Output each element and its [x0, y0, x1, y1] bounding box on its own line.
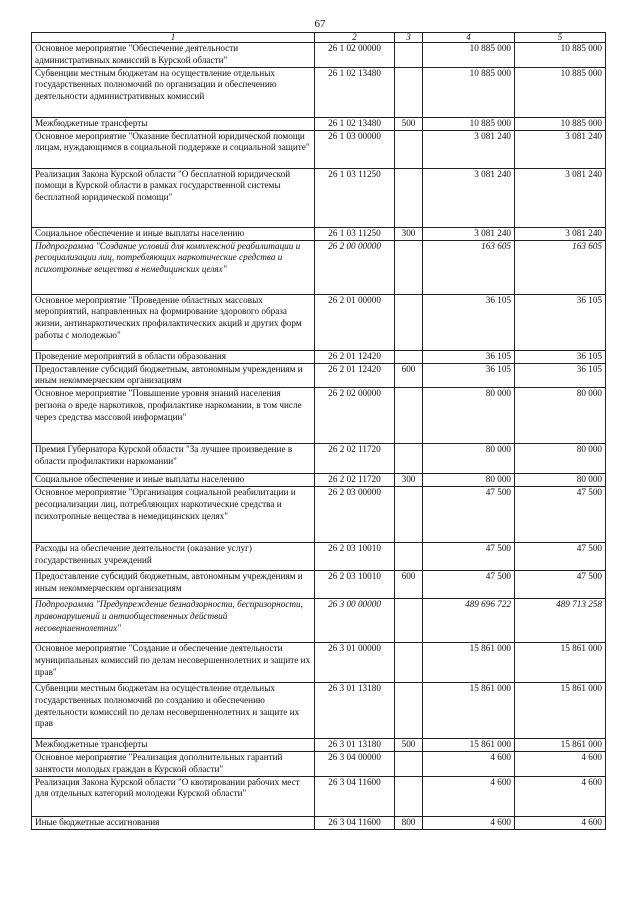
row-code-cell: 26 1 02 00000: [315, 43, 395, 68]
row-sum-2022-cell: 47 500: [515, 571, 606, 599]
row-expense-type-cell: 600: [395, 363, 423, 388]
row-sum-2021-cell: 4 600: [423, 752, 515, 777]
table-row: [32, 444, 606, 474]
row-code-cell: 26 3 00 00000: [315, 599, 395, 643]
row-code-cell: 26 1 03 11250: [315, 227, 395, 240]
row-sum-2021-cell: 10 885 000: [423, 67, 515, 117]
column-header-5: 5: [515, 33, 606, 43]
row-sum-2022-cell: 15 861 000: [515, 683, 606, 739]
row-expense-type-cell: [395, 487, 423, 543]
row-expense-type-cell: 500: [395, 117, 423, 130]
row-sum-2022-cell: 47 500: [515, 543, 606, 571]
table-row: [32, 739, 606, 752]
row-sum-2022-cell: 4 600: [515, 776, 606, 816]
row-sum-2021-cell: 47 500: [423, 487, 515, 543]
row-name-cell: Субвенции местным бюджетам на осуществление отдельных государственных полномочий по организации и обеспечению деятельности административных комиссий: [32, 67, 315, 117]
row-name-cell: Основное мероприятие "Оказание бесплатной юридической помощи лицам, нуждающимся в социальной поддержке и социальной защите": [32, 130, 315, 168]
row-sum-2022-cell: 47 500: [515, 487, 606, 543]
row-sum-2021-cell: 4 600: [423, 776, 515, 816]
row-sum-2021-cell: 10 885 000: [423, 117, 515, 130]
row-expense-type-cell: 300: [395, 227, 423, 240]
row-sum-2022-cell: 15 861 000: [515, 643, 606, 683]
row-expense-type-cell: [395, 240, 423, 294]
row-name-cell: Субвенции местным бюджетам на осуществление отдельных государственных полномочий по созданию и обеспечению деятельности комиссий по делам несовершеннолетних и защите их прав: [32, 683, 315, 739]
row-code-cell: 26 2 01 12420: [315, 350, 395, 363]
row-name-cell: Социальное обеспечение и иные выплаты населению: [32, 227, 315, 240]
row-expense-type-cell: [395, 683, 423, 739]
row-expense-type-cell: [395, 599, 423, 643]
row-sum-2022-cell: 10 885 000: [515, 43, 606, 68]
table-row: [32, 168, 606, 227]
column-header-1: 1: [32, 33, 315, 43]
row-sum-2021-cell: 36 105: [423, 294, 515, 350]
row-sum-2021-cell: 36 105: [423, 350, 515, 363]
row-expense-type-cell: [395, 752, 423, 777]
row-code-cell: 26 2 02 00000: [315, 388, 395, 444]
row-code-cell: 26 1 03 11250: [315, 168, 395, 227]
row-name-cell: Проведение мероприятий в области образования: [32, 350, 315, 363]
table-row: [32, 571, 606, 599]
row-name-cell: Предоставление субсидий бюджетным, автономным учреждениям и иным некоммерческим организациям: [32, 363, 315, 388]
row-name-cell: Подпрограмма "Предупреждение безнадзорности, беспризорности, правонарушений и антиобщественных действий несовершеннолетних": [32, 599, 315, 643]
row-code-cell: 26 1 02 13480: [315, 117, 395, 130]
row-sum-2021-cell: 10 885 000: [423, 43, 515, 68]
table-row: [32, 643, 606, 683]
row-code-cell: 26 2 02 11720: [315, 444, 395, 474]
row-code-cell: 26 2 00 00000: [315, 240, 395, 294]
row-code-cell: 26 3 04 00000: [315, 752, 395, 777]
row-sum-2022-cell: 10 885 000: [515, 117, 606, 130]
row-name-cell: Основное мероприятие "Повышение уровня знаний населения региона о вреде наркотиков, профилактике наркомании, в том числе через средства массовой информации": [32, 388, 315, 444]
row-code-cell: 26 3 04 11600: [315, 816, 395, 829]
row-name-cell: Основное мероприятие "Обеспечение деятельности административных комиссий в Курской области": [32, 43, 315, 68]
row-sum-2021-cell: 489 696 722: [423, 599, 515, 643]
table-row: [32, 487, 606, 543]
row-code-cell: 26 2 03 10010: [315, 571, 395, 599]
row-name-cell: Реализация Закона Курской области "О бесплатной юридической помощи в Курской области в рамках государственной системы бесплатной юридической помощи": [32, 168, 315, 227]
row-sum-2022-cell: 36 105: [515, 363, 606, 388]
row-sum-2021-cell: 4 600: [423, 816, 515, 829]
column-header-3: 3: [395, 33, 423, 43]
row-sum-2022-cell: 36 105: [515, 294, 606, 350]
page-number: 67: [314, 18, 326, 30]
row-sum-2021-cell: 80 000: [423, 474, 515, 487]
row-expense-type-cell: 800: [395, 816, 423, 829]
row-name-cell: Социальное обеспечение и иные выплаты населению: [32, 474, 315, 487]
table-row: [32, 752, 606, 777]
row-expense-type-cell: [395, 168, 423, 227]
row-sum-2021-cell: 15 861 000: [423, 739, 515, 752]
row-sum-2022-cell: 3 081 240: [515, 130, 606, 168]
table-row: [32, 363, 606, 388]
row-expense-type-cell: [395, 388, 423, 444]
row-name-cell: Межбюджетные трансферты: [32, 739, 315, 752]
row-expense-type-cell: 500: [395, 739, 423, 752]
row-code-cell: 26 2 03 00000: [315, 487, 395, 543]
table-row: [32, 599, 606, 643]
row-name-cell: Основное мероприятие "Организация социальной реабилитации и ресоциализации лиц, потребляющих наркотические средства и психотропные вещества в немедицинских целях": [32, 487, 315, 543]
row-code-cell: 26 3 01 13180: [315, 739, 395, 752]
row-expense-type-cell: [395, 350, 423, 363]
row-expense-type-cell: [395, 543, 423, 571]
row-code-cell: 26 3 04 11600: [315, 776, 395, 816]
table-row: [32, 67, 606, 117]
row-sum-2021-cell: 47 500: [423, 543, 515, 571]
table-row: [32, 543, 606, 571]
row-sum-2022-cell: 3 081 240: [515, 227, 606, 240]
row-name-cell: Основное мероприятие "Создание и обеспечение деятельности муниципальных комиссий по делам несовершеннолетних и защите их прав": [32, 643, 315, 683]
row-name-cell: Иные бюджетные ассигнования: [32, 816, 315, 829]
row-sum-2021-cell: 80 000: [423, 388, 515, 444]
column-header-4: 4: [423, 33, 515, 43]
row-code-cell: 26 2 02 11720: [315, 474, 395, 487]
row-sum-2021-cell: 15 861 000: [423, 643, 515, 683]
row-sum-2021-cell: 3 081 240: [423, 168, 515, 227]
row-expense-type-cell: [395, 67, 423, 117]
table-row: [32, 130, 606, 168]
row-name-cell: Подпрограмма "Создание условий для комплексной реабилитации и ресоциализации лиц, потребляющих наркотические средства и психотропные вещества в немедицинских целях": [32, 240, 315, 294]
row-code-cell: 26 3 01 00000: [315, 643, 395, 683]
table-body: [32, 43, 606, 830]
table-row: [32, 227, 606, 240]
table-row: [32, 816, 606, 829]
row-sum-2022-cell: 4 600: [515, 816, 606, 829]
row-code-cell: 26 3 01 13180: [315, 683, 395, 739]
table-row: [32, 474, 606, 487]
row-code-cell: 26 1 02 13480: [315, 67, 395, 117]
row-name-cell: Предоставление субсидий бюджетным, автономным учреждениям и иным некоммерческим организациям: [32, 571, 315, 599]
table-row: [32, 117, 606, 130]
row-expense-type-cell: 600: [395, 571, 423, 599]
row-sum-2022-cell: 80 000: [515, 388, 606, 444]
row-expense-type-cell: [395, 294, 423, 350]
table-row: [32, 294, 606, 350]
row-sum-2022-cell: 80 000: [515, 444, 606, 474]
table-row: [32, 43, 606, 68]
row-expense-type-cell: [395, 130, 423, 168]
row-code-cell: 26 2 03 10010: [315, 543, 395, 571]
table-row: [32, 683, 606, 739]
column-header-2: 2: [315, 33, 395, 43]
row-sum-2022-cell: 36 105: [515, 350, 606, 363]
row-expense-type-cell: 300: [395, 474, 423, 487]
row-expense-type-cell: [395, 43, 423, 68]
row-name-cell: Основное мероприятие "Реализация дополнительных гарантий занятости молодых граждан в Курской области": [32, 752, 315, 777]
row-sum-2021-cell: 80 000: [423, 444, 515, 474]
row-code-cell: 26 1 03 00000: [315, 130, 395, 168]
row-sum-2021-cell: 15 861 000: [423, 683, 515, 739]
row-sum-2022-cell: 489 713 258: [515, 599, 606, 643]
row-name-cell: Реализация Закона Курской области "О квотировании рабочих мест для отдельных категорий молодежи Курской области": [32, 776, 315, 816]
column-number-row: [32, 33, 606, 43]
row-name-cell: Расходы на обеспечение деятельности (оказание услуг) государственных учреждений: [32, 543, 315, 571]
table-row: [32, 350, 606, 363]
table-row: [32, 776, 606, 816]
row-sum-2022-cell: 10 885 000: [515, 67, 606, 117]
table-row: [32, 240, 606, 294]
row-sum-2022-cell: 4 600: [515, 752, 606, 777]
row-sum-2022-cell: 3 081 240: [515, 168, 606, 227]
row-sum-2021-cell: 3 081 240: [423, 227, 515, 240]
row-expense-type-cell: [395, 643, 423, 683]
row-sum-2021-cell: 36 105: [423, 363, 515, 388]
row-name-cell: Межбюджетные трансферты: [32, 117, 315, 130]
row-sum-2022-cell: 80 000: [515, 474, 606, 487]
row-expense-type-cell: [395, 444, 423, 474]
row-name-cell: Основное мероприятие "Проведение областных массовых мероприятий, направленных на формирование здорового образа жизни, антинаркотических профилактических акций и других форм работы с молодежью": [32, 294, 315, 350]
row-code-cell: 26 2 01 12420: [315, 363, 395, 388]
row-sum-2022-cell: 163 605: [515, 240, 606, 294]
row-sum-2021-cell: 3 081 240: [423, 130, 515, 168]
row-expense-type-cell: [395, 776, 423, 816]
row-sum-2022-cell: 15 861 000: [515, 739, 606, 752]
row-sum-2021-cell: 47 500: [423, 571, 515, 599]
budget-table: [31, 32, 606, 830]
row-sum-2021-cell: 163 605: [423, 240, 515, 294]
row-name-cell: Премия Губернатора Курской области "За лучшее произведение в области профилактики наркомании": [32, 444, 315, 474]
row-code-cell: 26 2 01 00000: [315, 294, 395, 350]
table-row: [32, 388, 606, 444]
